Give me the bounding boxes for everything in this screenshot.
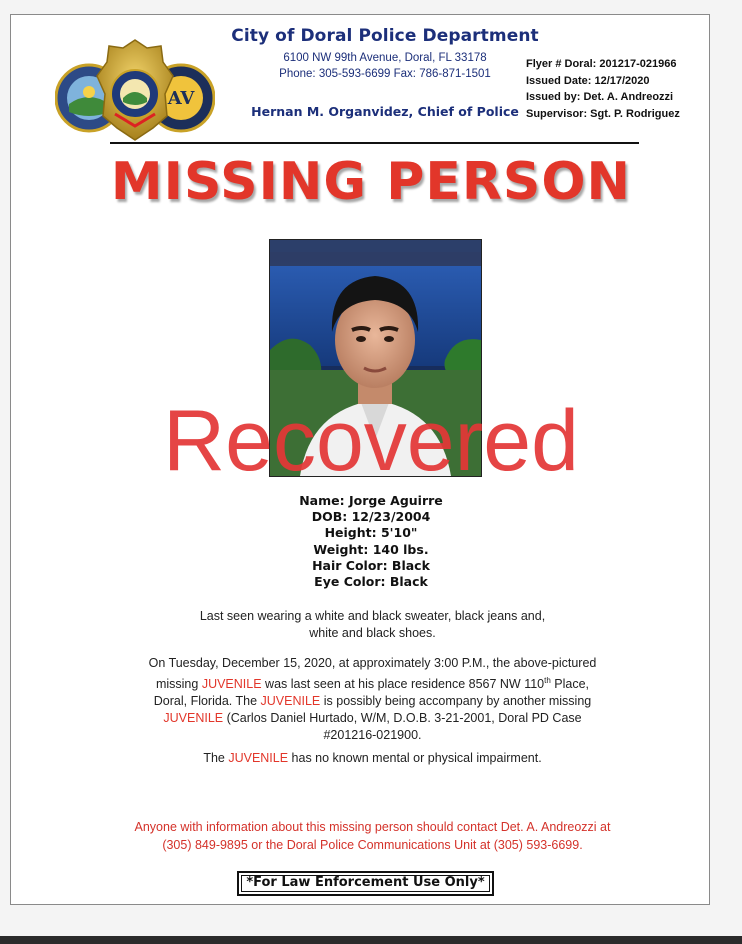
- juvenile-highlight: JUVENILE: [260, 694, 321, 709]
- department-address: 6100 NW 99th Avenue, Doral, FL 33178: [283, 52, 487, 64]
- impairment-text: The: [203, 751, 229, 765]
- incident-narrative: [140, 655, 605, 744]
- narrative-text: On Tuesday, December 15, 2020, at approximately 3:00 P.M., the above-pictured missing: [148, 656, 597, 692]
- supervisor: Supervisor: Sgt. P. Rodriguez: [526, 107, 680, 120]
- person-dob: DOB: 12/23/2004: [311, 509, 431, 525]
- clothing-description: [100, 608, 645, 642]
- police-logos: [55, 36, 215, 141]
- contact-line-1: Anyone with information about this missing person should contact Det. A. Andreozzi at: [134, 820, 611, 834]
- person-height: Height: 5'10": [324, 525, 418, 541]
- person-hair-color: Hair Color: Black: [312, 557, 430, 573]
- svg-text:AV: AV: [167, 88, 195, 109]
- impairment-text: has no known mental or physical impairment.: [288, 751, 542, 765]
- narrative-text: was last seen at his place residence 8567 NW 110: [261, 677, 545, 692]
- flyer-info: [526, 58, 726, 124]
- clothing-line-1: Last seen wearing a white and black sweater, black jeans and,: [199, 609, 546, 623]
- department-phone: Phone: 305-593-6699 Fax: 786-871-1501: [279, 68, 491, 80]
- narrative-text: (Carlos Daniel Hurtado, W/M, D.O.B. 3-21-2001, Doral PD Case #201216-021900.: [223, 711, 582, 743]
- superscript: th: [544, 676, 551, 685]
- recovered-stamp: Recovered: [163, 393, 579, 489]
- department-name: City of Doral Police Department: [231, 26, 539, 46]
- law-enforcement-notice: *For Law Enforcement Use Only*: [237, 871, 494, 896]
- contact-line-2: (305) 849-9895 or the Doral Police Communications Unit at (305) 593-6699.: [162, 838, 583, 852]
- person-details: [0, 493, 742, 590]
- issued-by: Issued by: Det. A. Andreozzi: [526, 91, 674, 103]
- person-eye-color: Eye Color: Black: [314, 574, 428, 590]
- chief-of-police: Hernan M. Organvidez, Chief of Police: [251, 104, 519, 119]
- flyer-number: Flyer # Doral: 201217-021966: [526, 58, 677, 70]
- person-weight: Weight: 140 lbs.: [313, 541, 429, 557]
- narrative-text: is possibly being accompany by another missing: [320, 694, 592, 709]
- contact-information: [100, 818, 645, 854]
- juvenile-highlight: JUVENILE: [163, 711, 224, 726]
- page-title: MISSING PERSON: [110, 152, 632, 212]
- issued-date: Issued Date: 12/17/2020: [526, 74, 650, 87]
- impairment-statement: [100, 750, 645, 767]
- person-name: Name: Jorge Aguirre: [299, 493, 443, 508]
- juvenile-highlight: JUVENILE: [201, 677, 262, 692]
- narrative-text: Place, Doral, Florida. The: [153, 677, 590, 709]
- header-center: [220, 26, 550, 119]
- header-divider: [110, 142, 639, 144]
- clothing-line-2: white and black shoes.: [309, 626, 436, 640]
- juvenile-highlight: JUVENILE: [228, 751, 289, 765]
